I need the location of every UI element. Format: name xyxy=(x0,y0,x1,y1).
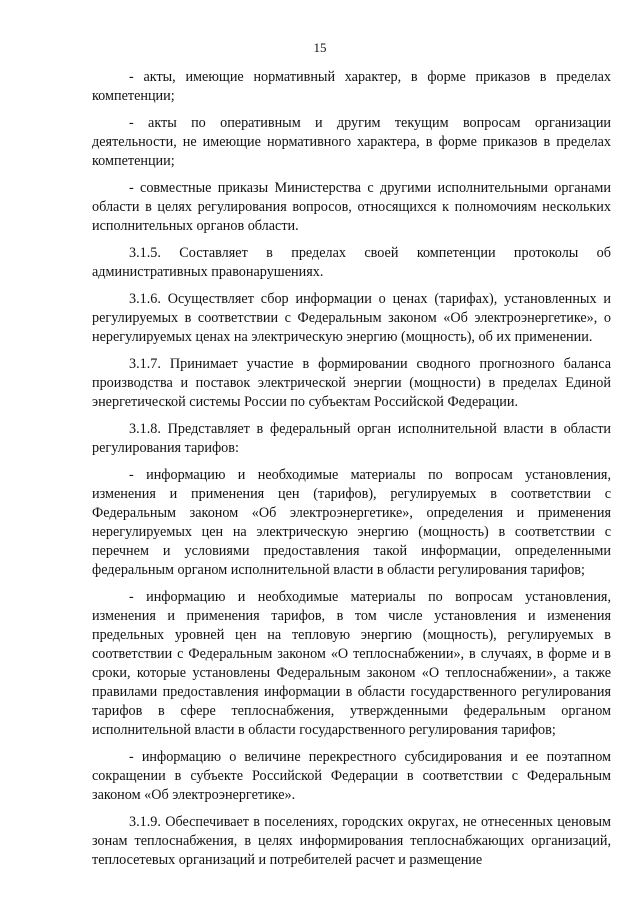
paragraph-info-heat-tariffs: - информацию и необходимые материалы по вопросам установления, изменения и применения тарифов, в том числе установления и изменения предельных уровней цен на тепловую энергию (мощность), регулируемых в соответствии с Федеральным законом «О теплоснабжении», в случаях, в форме и в сроки, которые установлены Федеральным законом «О теплоснабжении», а также правилами предоставления информации в области государственного регулирования тарифов в сфере теплоснабжения, утвержденными федеральным органом исполнительной власти в области государственного регулирования тарифов; xyxy=(92,589,611,738)
paragraph-3-1-5: 3.1.5. Составляет в пределах своей компетенции протоколы об административных правонарушениях. xyxy=(92,245,611,280)
paragraph-3-1-9: 3.1.9. Обеспечивает в поселениях, городских округах, не отнесенных ценовым зонам теплоснабжения, в целях информирования теплоснабжающих организаций, теплосетевых организаций и потребителей расчет и размещение xyxy=(92,814,611,868)
document-body xyxy=(92,68,611,878)
paragraph-joint-orders: - совместные приказы Министерства с другими исполнительными органами области в целях регулирования вопросов, относящихся к полномочиям нескольких исполнительных органов области. xyxy=(92,180,611,234)
paragraph-info-electricity-prices: - информацию и необходимые материалы по вопросам установления, изменения и применения цен (тарифов), регулируемых в соответствии с Федеральным законом «Об электроэнергетике», определения и применения нерегулируемых цен на электрическую энергию (мощность) в соответствии с перечнем и условиями предоставления такой информации, определенными федеральным органом исполнительной власти в области регулирования тарифов; xyxy=(92,467,611,578)
page-number: 15 xyxy=(313,40,327,55)
paragraph-3-1-7: 3.1.7. Принимает участие в формировании сводного прогнозного баланса производства и поставок электрической энергии (мощности) в пределах Единой энергетической системы России по субъектам Российской Федерации. xyxy=(92,356,611,410)
paragraph-3-1-8: 3.1.8. Представляет в федеральный орган исполнительной власти в области регулирования тарифов: xyxy=(92,421,611,456)
paragraph-acts-operational: - акты по оперативным и другим текущим вопросам организации деятельности, не имеющие нормативного характера, в форме приказов в пределах компетенции; xyxy=(92,115,611,169)
paragraph-info-cross-subsidy: - информацию о величине перекрестного субсидирования и ее поэтапном сокращении в субъекте Российской Федерации в соответствии с Федеральным законом «Об электроэнергетике». xyxy=(92,749,611,803)
paragraph-3-1-6: 3.1.6. Осуществляет сбор информации о ценах (тарифах), установленных и регулируемых в соответствии с Федеральным законом «Об электроэнергетике», о нерегулируемых ценах на электрическую энергию (мощность), об их применении. xyxy=(92,291,611,345)
paragraph-acts-normative: - акты, имеющие нормативный характер, в форме приказов в пределах компетенции; xyxy=(92,69,611,104)
